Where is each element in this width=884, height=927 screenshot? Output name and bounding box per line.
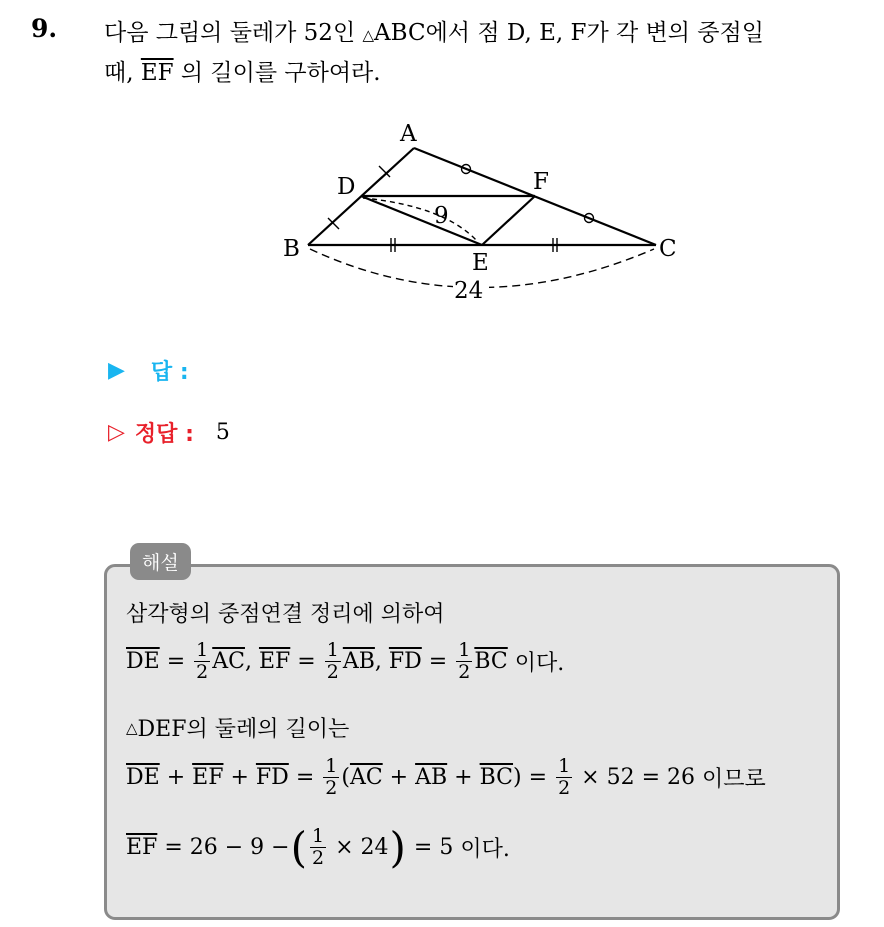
segment-de (361, 196, 482, 245)
answer-label: 답 : (150, 360, 189, 385)
label-b: B (283, 236, 300, 262)
explanation-eq-2: $\overline{DE}$ + $\overline{EF}$ + $\overline{FD}$ = $\frac{1}{2}$ ( $\overline{AC}$ + $\overline{AB}$ + $\overline{BC}$ ) = $\frac{1}{2}$ × 52 = 26 이므로 (126, 755, 766, 799)
segment-ef (482, 196, 535, 245)
explanation-eq-3: $\overline{EF}$ = 26 − 9 − ( $\frac{1}{2}$ × 24 ) = 5 이다. (126, 822, 510, 872)
question-text (104, 14, 874, 92)
correct-value: 5 (215, 420, 230, 445)
question-number: 9. (31, 14, 58, 43)
triangle-symbol: △ (362, 26, 375, 44)
segment-ef: $\overline{EF}$ (140, 60, 174, 86)
label-e: E (472, 250, 489, 276)
triangle-figure (270, 108, 690, 308)
play-outline-icon: ▷ (108, 420, 125, 445)
correct-label: 정답 : (134, 422, 194, 447)
label-9: 9 (434, 203, 449, 229)
label-24: 24 (454, 278, 484, 304)
explanation-tag: 해설 (130, 543, 191, 580)
question-line-1: 다음 그림의 둘레가 52인 △ABC에서 점 D, E, F가 각 변의 중점일 (104, 20, 764, 46)
label-f: F (533, 169, 549, 195)
label-c: C (659, 236, 677, 262)
explanation-perimeter: △ DEF의 둘레의 길이는 (126, 717, 350, 742)
correct-answer-row (108, 417, 230, 448)
play-icon: ▶ (108, 358, 125, 383)
label-d: D (337, 174, 356, 200)
explanation-intro: 삼각형의 중점연결 정리에 의하여 (126, 602, 445, 627)
label-a: A (400, 121, 417, 147)
explanation-eq-1: $\overline{DE}$ = $\frac{1}{2}$ $\overline{AC}$ , $\overline{EF}$ = $\frac{1}{2}$ $\overline{AB}$ , $\overline{FD}$ = $\frac{1}{2}$ $\overline{BC}$ 이다. (126, 639, 565, 683)
question-line-2: 때, $\overline{EF}$ 의 길이를 구하여라. (104, 60, 381, 86)
tick-db (328, 218, 339, 229)
answer-row (108, 355, 189, 386)
